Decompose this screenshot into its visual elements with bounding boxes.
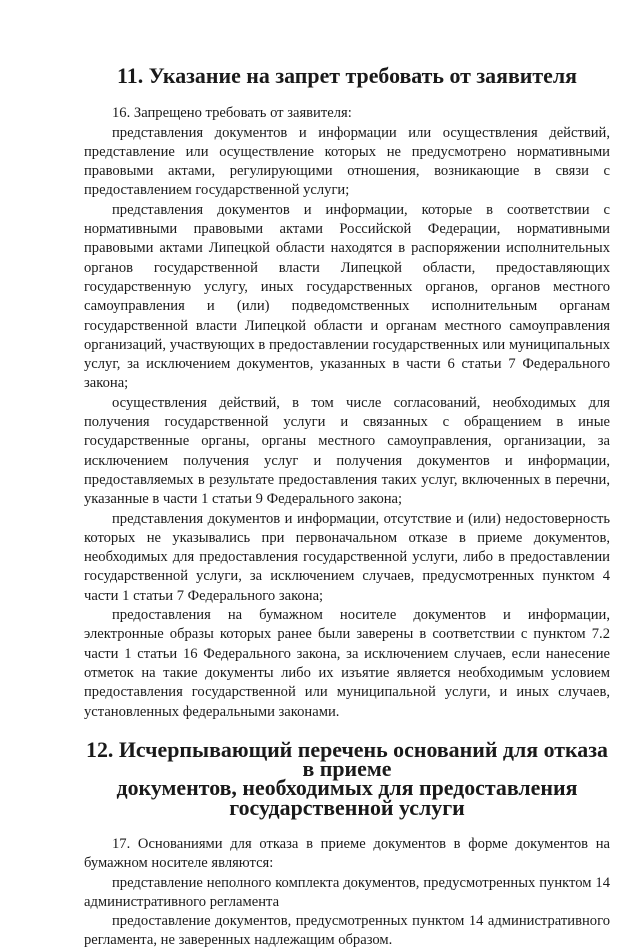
section-11-heading: 11. Указание на запрет требовать от заявителя — [117, 63, 577, 88]
document-body — [84, 63, 610, 951]
section-12-heading-line-3: государственной услуги — [229, 794, 465, 820]
paragraph-16-item-3: осуществления действий, в том числе согласований, необходимых для получения государственной услуги и связанных с обращением в иные государственные органы, органы местного самоуправления, организации, за исключением получения услуг и получения документов и информации, предоставляемых в результате предоставления таких услуг, включенных в перечни, указанные в части 1 статьи 9 Федерального закона; — [84, 394, 610, 508]
paragraph-16-item-2: представления документов и информации, которые в соответствии с нормативными правовыми актами Российской Федерации, нормативными правовыми актами Липецкой области находятся в распоряжении исполнительных органов государственной власти Липецкой области, предоставляющих государственную услугу, иных государственных органов, органов местного самоуправления и (или) подведомственных исполнительным органам государственной власти Липецкой области и органам местного самоуправления организаций, участвующих в предоставлении государственных или муниципальных услуг, за исключением документов, указанных в части 6 статьи 7 Федерального закона; — [84, 201, 610, 392]
paragraph-16-item-1: представления документов и информации или осуществления действий, представление или осуществление которых не предусмотрено нормативными правовыми актами, регулирующими отношения, возникающие в связи с предоставлением государственной услуги; — [84, 124, 610, 199]
section-12-heading-line-2: документов, необходимых для предоставления — [116, 775, 578, 801]
paragraph-17-item-1: представление неполного комплекта документов, предусмотренных пунктом 14 административного регламента — [84, 874, 610, 910]
paragraph-16-item-4: представления документов и информации, отсутствие и (или) недостоверность которых не указывались при первоначальном отказе в приеме документов, необходимых для предоставления государственной услуги, либо в предоставлении государственной услуги, за исключением случаев, предусмотренных пунктом 4 части 1 статьи 7 Федерального закона; — [84, 510, 610, 604]
section-12-heading-line-1: 12. Исчерпывающий перечень оснований для отказа в приеме — [86, 736, 608, 782]
paragraph-16-intro: 16. Запрещено требовать от заявителя: — [112, 105, 352, 122]
paragraph-17-intro: 17. Основаниями для отказа в приеме документов в форме документов на бумажном носителе являются: — [84, 835, 610, 872]
section-12-text — [84, 835, 610, 951]
section-12-heading — [84, 736, 610, 820]
section-11-text — [84, 104, 610, 722]
paragraph-16-item-5: предоставления на бумажном носителе документов и информации, электронные образы которых ранее были заверены в соответствии с пунктом 7.2 части 1 статьи 16 Федерального закона, за исключением случаев, если нанесение отметок на такие документы либо их изъятие является необходимым условием предоставления государственной или муниципальной услуги, и иных случаев, установленных федеральными законами. — [84, 607, 610, 720]
paragraph-17-item-2: предоставление документов, предусмотренных пунктом 14 административного регламента, не заверенных надлежащим образом. — [84, 913, 610, 949]
